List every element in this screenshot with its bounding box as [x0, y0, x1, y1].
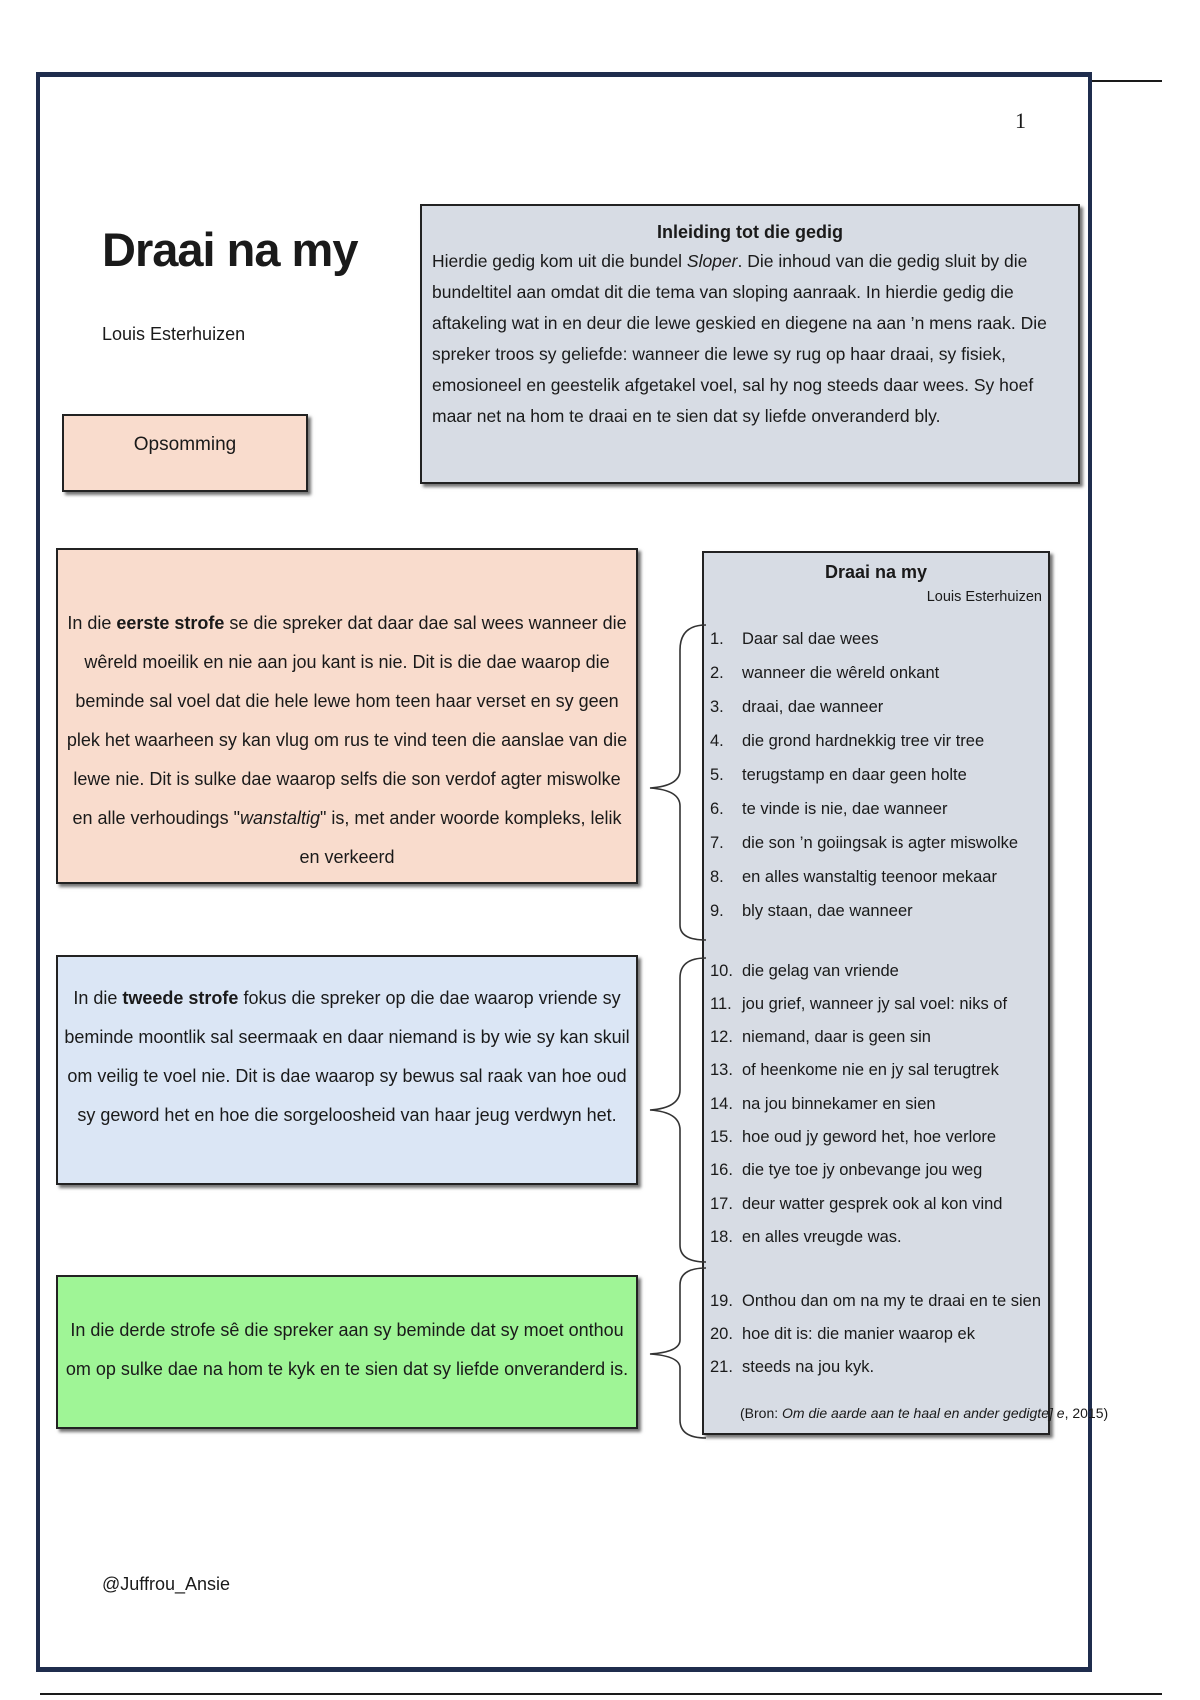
poem-line-text: jou grief, wanneer jy sal voel: niks of	[742, 994, 1008, 1013]
poem-line	[710, 1221, 902, 1253]
poem-line-text: die gelag van vriende	[742, 961, 899, 980]
poem-line-number: 13.	[710, 1061, 733, 1080]
poem-line-number: 7.	[710, 833, 724, 852]
poem-line-text: steeds na jou kyk.	[742, 1357, 875, 1376]
poem-line-text: en alles wanstaltig teenoor mekaar	[742, 867, 997, 886]
poem-line-number: 12.	[710, 1028, 733, 1047]
poem-line-number: 3.	[710, 697, 724, 716]
poem-line	[710, 988, 1007, 1020]
poem-line-number: 6.	[710, 799, 724, 818]
poem-box-title: Draai na my	[824, 562, 928, 582]
poem-line-text: of heenkome nie en jy sal terugtrek	[742, 1061, 999, 1080]
strophe-1-label: eerste strofe	[116, 613, 225, 633]
poem-line-number: 10.	[710, 961, 733, 980]
poem-line-text: die grond hardnekkig tree vir tree	[742, 731, 985, 750]
strophe-2-text: In die tweede strofe fokus die spreker op die dae waarop vriende sy beminde moontlik sal seermaak en daar niemand is by wie sy kan skuil om veilig te voel nie. Dit is dae waarop sy bewus sal raak van hoe oud sy geword het en hoe die sorgeloosheid van haar jeug verdwyn het.	[64, 988, 630, 1125]
poem-line	[710, 861, 997, 893]
poem-line	[710, 1351, 874, 1383]
poem-line-number: 8.	[710, 867, 724, 886]
intro-heading: Inleiding tot die gedig	[657, 222, 843, 242]
poem-line	[710, 827, 1018, 859]
poem-line	[710, 623, 879, 655]
poem-line-text: Onthou dan om na my te draai en te sien	[742, 1291, 1042, 1310]
poem-title: Draai na my	[102, 223, 358, 276]
page-number: 1	[1015, 108, 1026, 133]
poem-box-author: Louis Esterhuizen	[926, 589, 1042, 605]
poem-line	[710, 1188, 1002, 1220]
poet-name: Louis Esterhuizen	[102, 324, 246, 344]
poem-line-text: te vinde is nie, dae wanneer	[742, 799, 948, 818]
poem-line	[710, 955, 899, 987]
poem-line	[710, 1122, 996, 1154]
strophe-1-summary	[56, 548, 638, 884]
quoted-word: wanstaltig	[239, 808, 321, 828]
top-rule	[1092, 80, 1162, 82]
poem-line-text: hoe dit is: die manier waarop ek	[742, 1324, 975, 1343]
strophe-2-label: tweede strofe	[122, 988, 239, 1008]
poem-line-text: die son ’n goiingsak is agter miswolke	[742, 833, 1019, 852]
poem-line-text: hoe oud jy geword het, hoe verlore	[742, 1128, 997, 1146]
collection-title: Sloper	[686, 251, 738, 271]
poem-line-number: 21.	[710, 1357, 733, 1376]
intro-box	[420, 204, 1080, 484]
poem-source: (Bron: Om die aarde aan te haal en ander gedigte] e, 2015)	[740, 1405, 1109, 1421]
poem-line-number: 16.	[710, 1161, 733, 1180]
poem-line-text: niemand, daar is geen sin	[742, 1028, 931, 1047]
poem-line-number: 9.	[710, 901, 724, 920]
poem-line	[710, 1022, 931, 1054]
poem-line-number: 1.	[710, 629, 724, 648]
poem-line-number: 2.	[710, 663, 724, 682]
poem-line	[710, 657, 939, 689]
strophe-2-summary	[56, 955, 638, 1185]
poem-line	[710, 1155, 982, 1187]
poem-line-number: 5.	[710, 765, 724, 784]
poem-line	[710, 1318, 975, 1350]
intro-text: Hierdie gedig kom uit die bundel Sloper. Die inhoud van die gedig sluit by die bundeltitel aan omdat dit die tema van sloping aanraak. In hierdie gedig die aftakeling wat in en deur die lewe geskied en diegene na aan ’n mens raak. Die spreker troos sy geliefde: wanneer die lewe sy rug op haar draai, sy fisiek, emosioneel en geestelik afgetakel voel, sal hy nog steeds daar wees. Sy hoef maar net na hom te draai en te sien dat sy liefde onveranderd bly.	[432, 251, 1047, 426]
poem-line	[710, 1088, 936, 1120]
strophe-1-text: In die eerste strofe se die spreker dat daar dae sal wees wanneer die wêreld moeilik en nie aan jou kant is nie. Dit is die dae waarop die beminde sal voel dat die hele lewe hom teen haar verset en sy geen plek het waarheen sy kan vlug om rus te vind teen die aanslae van die lewe nie. Dit is sulke dae waarop selfs die son verdof agter miswolke en alle verhoudings "wanstaltig" is, met ander woorde kompleks, lelik en verkeerd	[66, 613, 628, 867]
poem-line-number: 20.	[710, 1324, 733, 1343]
poem-line-number: 18.	[710, 1227, 733, 1246]
poem-line-number: 14.	[710, 1094, 733, 1113]
poem-line-text: na jou binnekamer en sien	[742, 1094, 936, 1113]
summary-box	[62, 414, 308, 492]
author-handle: @Juffrou_Ansie	[102, 1574, 231, 1594]
poem-line-text: en alles vreugde was.	[742, 1227, 902, 1246]
poem-line-text: bly staan, dae wanneer	[742, 901, 913, 920]
poem-line	[710, 725, 984, 757]
poem-line	[710, 895, 913, 927]
poem-line	[710, 691, 883, 723]
poem-box	[702, 551, 1109, 1435]
poem-line-text: terugstamp en daar geen holte	[742, 765, 967, 784]
poem-line	[710, 793, 947, 825]
poem-line-text: Daar sal dae wees	[742, 629, 879, 648]
poem-line	[710, 1285, 1041, 1317]
poem-line-number: 17.	[710, 1194, 733, 1213]
poem-line-number: 11.	[710, 994, 732, 1013]
poem-line-text: die tye toe jy onbevange jou weg	[742, 1161, 983, 1180]
poem-line	[710, 759, 967, 791]
poem-line-number: 15.	[710, 1128, 733, 1146]
poem-line	[710, 1055, 999, 1087]
poem-line-number: 19.	[710, 1291, 733, 1310]
poem-line-text: draai, dae wanneer	[742, 697, 884, 716]
summary-label: Opsomming	[133, 434, 237, 455]
poem-line-text: deur watter gesprek ook al kon vind	[742, 1194, 1003, 1213]
bottom-rule	[40, 1693, 1162, 1695]
strophe-3-text: In die derde strofe sê die spreker aan sy beminde dat sy moet onthou om op sulke dae na hom te kyk en te sien dat sy liefde onveranderd is.	[65, 1320, 629, 1379]
strophe-3-summary	[56, 1275, 638, 1429]
poem-line-text: wanneer die wêreld onkant	[742, 663, 940, 682]
poem-line-number: 4.	[710, 731, 724, 750]
